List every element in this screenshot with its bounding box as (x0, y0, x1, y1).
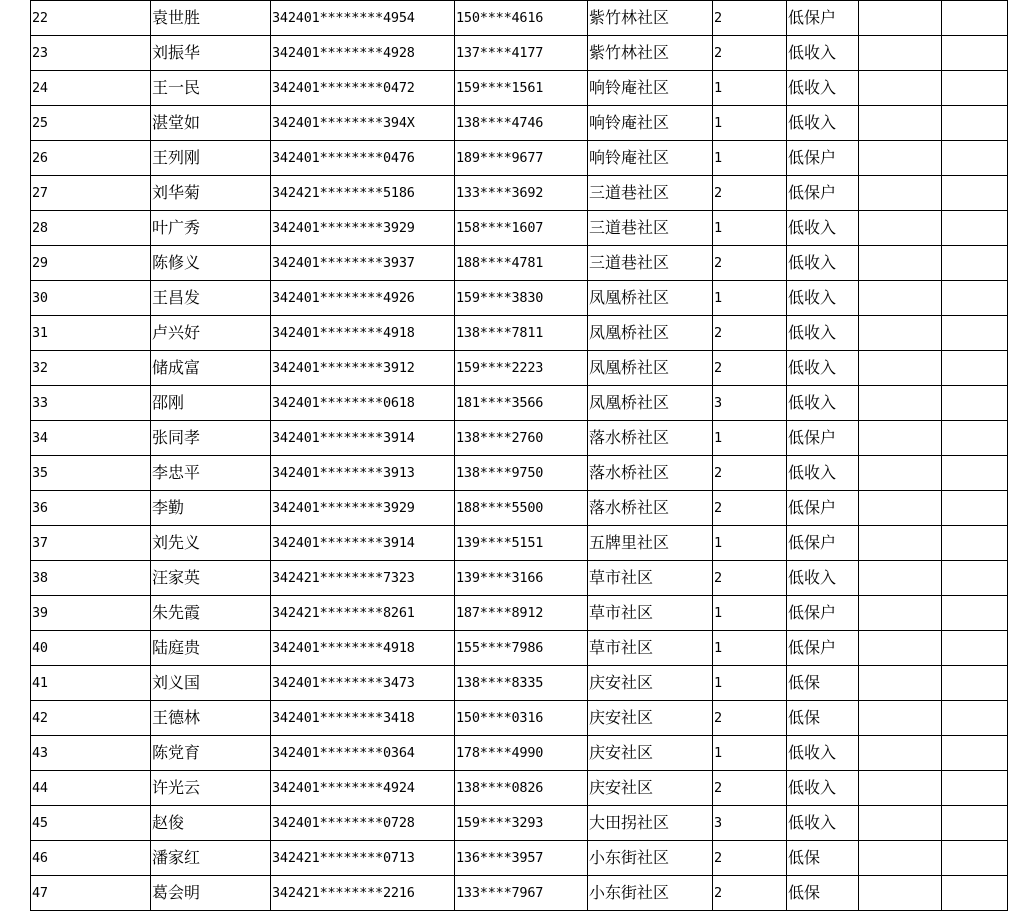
cell-empty (942, 666, 1008, 701)
table-row (31, 36, 1008, 71)
table-row (31, 71, 1008, 106)
table-row (31, 211, 1008, 246)
cell-id-number: 342421********5186 (271, 176, 455, 211)
cell-household-size: 1 (713, 526, 787, 561)
cell-household-size: 1 (713, 631, 787, 666)
cell-name: 袁世胜 (151, 1, 271, 36)
cell-assistance-type: 低保户 (787, 491, 859, 526)
table-row (31, 841, 1008, 876)
table-row (31, 561, 1008, 596)
cell-number: 47 (31, 876, 151, 911)
cell-community: 凤凰桥社区 (588, 386, 713, 421)
cell-name: 陈修义 (151, 246, 271, 281)
cell-empty (859, 106, 942, 141)
cell-assistance-type: 低收入 (787, 736, 859, 771)
cell-id-number: 342401********0364 (271, 736, 455, 771)
cell-community: 小东街社区 (588, 876, 713, 911)
cell-phone: 159****3830 (455, 281, 588, 316)
cell-empty (942, 596, 1008, 631)
cell-household-size: 2 (713, 176, 787, 211)
cell-community: 响铃庵社区 (588, 71, 713, 106)
cell-phone: 138****9750 (455, 456, 588, 491)
cell-empty (859, 491, 942, 526)
cell-assistance-type: 低保户 (787, 421, 859, 456)
cell-household-size: 1 (713, 106, 787, 141)
cell-id-number: 342421********0713 (271, 841, 455, 876)
table-row (31, 386, 1008, 421)
cell-community: 三道巷社区 (588, 246, 713, 281)
cell-id-number: 342421********2216 (271, 876, 455, 911)
cell-phone: 138****7811 (455, 316, 588, 351)
cell-number: 30 (31, 281, 151, 316)
cell-number: 27 (31, 176, 151, 211)
cell-household-size: 2 (713, 771, 787, 806)
cell-phone: 159****1561 (455, 71, 588, 106)
cell-phone: 136****3957 (455, 841, 588, 876)
table-row (31, 806, 1008, 841)
cell-phone: 138****8335 (455, 666, 588, 701)
table-row (31, 596, 1008, 631)
table-row (31, 106, 1008, 141)
cell-community: 草市社区 (588, 596, 713, 631)
cell-empty (942, 71, 1008, 106)
table-row (31, 351, 1008, 386)
cell-empty (859, 771, 942, 806)
cell-name: 葛会明 (151, 876, 271, 911)
cell-empty (859, 386, 942, 421)
cell-phone: 133****7967 (455, 876, 588, 911)
cell-id-number: 342401********3473 (271, 666, 455, 701)
cell-empty (942, 351, 1008, 386)
cell-community: 凤凰桥社区 (588, 281, 713, 316)
cell-id-number: 342401********0476 (271, 141, 455, 176)
cell-household-size: 2 (713, 1, 787, 36)
cell-name: 王昌发 (151, 281, 271, 316)
cell-id-number: 342401********394X (271, 106, 455, 141)
cell-empty (942, 526, 1008, 561)
cell-id-number: 342401********3914 (271, 526, 455, 561)
table-row (31, 456, 1008, 491)
cell-name: 叶广秀 (151, 211, 271, 246)
cell-name: 汪家英 (151, 561, 271, 596)
cell-empty (859, 561, 942, 596)
table-row (31, 281, 1008, 316)
cell-empty (942, 736, 1008, 771)
cell-id-number: 342401********0618 (271, 386, 455, 421)
cell-name: 王一民 (151, 71, 271, 106)
cell-household-size: 1 (713, 421, 787, 456)
cell-phone: 159****2223 (455, 351, 588, 386)
cell-name: 朱先霞 (151, 596, 271, 631)
cell-assistance-type: 低收入 (787, 71, 859, 106)
cell-id-number: 342401********4954 (271, 1, 455, 36)
cell-assistance-type: 低收入 (787, 281, 859, 316)
cell-assistance-type: 低收入 (787, 456, 859, 491)
cell-assistance-type: 低保户 (787, 631, 859, 666)
cell-name: 张同孝 (151, 421, 271, 456)
cell-assistance-type: 低保 (787, 701, 859, 736)
cell-empty (942, 456, 1008, 491)
cell-empty (859, 141, 942, 176)
table-row (31, 876, 1008, 911)
cell-phone: 137****4177 (455, 36, 588, 71)
cell-number: 46 (31, 841, 151, 876)
cell-household-size: 3 (713, 386, 787, 421)
cell-empty (859, 281, 942, 316)
cell-phone: 187****8912 (455, 596, 588, 631)
cell-empty (942, 771, 1008, 806)
cell-id-number: 342401********3912 (271, 351, 455, 386)
cell-number: 42 (31, 701, 151, 736)
cell-assistance-type: 低收入 (787, 771, 859, 806)
cell-empty (859, 351, 942, 386)
cell-empty (859, 736, 942, 771)
cell-number: 35 (31, 456, 151, 491)
cell-number: 39 (31, 596, 151, 631)
cell-community: 三道巷社区 (588, 176, 713, 211)
cell-number: 28 (31, 211, 151, 246)
cell-empty (859, 841, 942, 876)
cell-empty (942, 36, 1008, 71)
cell-phone: 150****0316 (455, 701, 588, 736)
table-body (31, 1, 1008, 911)
table-row (31, 771, 1008, 806)
cell-empty (942, 106, 1008, 141)
cell-empty (859, 36, 942, 71)
cell-empty (942, 246, 1008, 281)
cell-id-number: 342401********0472 (271, 71, 455, 106)
cell-name: 王列刚 (151, 141, 271, 176)
cell-assistance-type: 低保 (787, 841, 859, 876)
cell-name: 刘先义 (151, 526, 271, 561)
table-row (31, 491, 1008, 526)
cell-name: 湛堂如 (151, 106, 271, 141)
cell-community: 凤凰桥社区 (588, 351, 713, 386)
cell-phone: 139****5151 (455, 526, 588, 561)
cell-number: 37 (31, 526, 151, 561)
cell-empty (942, 806, 1008, 841)
cell-empty (859, 71, 942, 106)
cell-id-number: 342401********3929 (271, 491, 455, 526)
cell-community: 落水桥社区 (588, 491, 713, 526)
cell-household-size: 2 (713, 351, 787, 386)
cell-name: 邵刚 (151, 386, 271, 421)
cell-id-number: 342401********4918 (271, 316, 455, 351)
cell-id-number: 342401********0728 (271, 806, 455, 841)
cell-empty (942, 631, 1008, 666)
table-row (31, 631, 1008, 666)
cell-number: 40 (31, 631, 151, 666)
cell-household-size: 1 (713, 666, 787, 701)
cell-id-number: 342421********8261 (271, 596, 455, 631)
cell-id-number: 342401********4918 (271, 631, 455, 666)
table-row (31, 421, 1008, 456)
cell-name: 李忠平 (151, 456, 271, 491)
cell-name: 陈党育 (151, 736, 271, 771)
cell-number: 38 (31, 561, 151, 596)
cell-phone: 181****3566 (455, 386, 588, 421)
cell-assistance-type: 低收入 (787, 36, 859, 71)
cell-id-number: 342401********3418 (271, 701, 455, 736)
cell-phone: 189****9677 (455, 141, 588, 176)
cell-name: 李勤 (151, 491, 271, 526)
cell-community: 紫竹林社区 (588, 36, 713, 71)
cell-phone: 139****3166 (455, 561, 588, 596)
cell-empty (859, 316, 942, 351)
cell-household-size: 2 (713, 561, 787, 596)
cell-assistance-type: 低保 (787, 666, 859, 701)
cell-number: 36 (31, 491, 151, 526)
cell-number: 25 (31, 106, 151, 141)
cell-number: 44 (31, 771, 151, 806)
cell-community: 凤凰桥社区 (588, 316, 713, 351)
cell-phone: 138****2760 (455, 421, 588, 456)
cell-empty (942, 176, 1008, 211)
cell-empty (942, 211, 1008, 246)
cell-name: 王德林 (151, 701, 271, 736)
cell-phone: 159****3293 (455, 806, 588, 841)
cell-empty (859, 806, 942, 841)
cell-id-number: 342401********3929 (271, 211, 455, 246)
cell-community: 小东街社区 (588, 841, 713, 876)
cell-empty (942, 701, 1008, 736)
cell-household-size: 2 (713, 316, 787, 351)
cell-household-size: 2 (713, 36, 787, 71)
table-row (31, 141, 1008, 176)
cell-community: 落水桥社区 (588, 456, 713, 491)
cell-name: 许光云 (151, 771, 271, 806)
cell-id-number: 342401********3937 (271, 246, 455, 281)
cell-community: 草市社区 (588, 631, 713, 666)
cell-household-size: 2 (713, 841, 787, 876)
table-row (31, 701, 1008, 736)
cell-empty (942, 491, 1008, 526)
cell-empty (859, 701, 942, 736)
cell-empty (942, 386, 1008, 421)
cell-number: 26 (31, 141, 151, 176)
cell-phone: 138****4746 (455, 106, 588, 141)
cell-number: 29 (31, 246, 151, 281)
cell-community: 庆安社区 (588, 736, 713, 771)
cell-empty (859, 211, 942, 246)
cell-assistance-type: 低收入 (787, 806, 859, 841)
cell-community: 庆安社区 (588, 701, 713, 736)
cell-assistance-type: 低收入 (787, 316, 859, 351)
cell-community: 三道巷社区 (588, 211, 713, 246)
cell-community: 庆安社区 (588, 771, 713, 806)
cell-id-number: 342401********3913 (271, 456, 455, 491)
cell-household-size: 1 (713, 596, 787, 631)
cell-household-size: 2 (713, 876, 787, 911)
cell-phone: 150****4616 (455, 1, 588, 36)
cell-number: 32 (31, 351, 151, 386)
cell-number: 33 (31, 386, 151, 421)
cell-number: 43 (31, 736, 151, 771)
data-table (30, 0, 1008, 911)
table-row (31, 666, 1008, 701)
cell-community: 落水桥社区 (588, 421, 713, 456)
table-row (31, 736, 1008, 771)
cell-household-size: 2 (713, 701, 787, 736)
cell-community: 响铃庵社区 (588, 141, 713, 176)
cell-assistance-type: 低保 (787, 876, 859, 911)
cell-number: 34 (31, 421, 151, 456)
cell-empty (942, 316, 1008, 351)
cell-number: 31 (31, 316, 151, 351)
cell-empty (859, 456, 942, 491)
cell-number: 22 (31, 1, 151, 36)
cell-id-number: 342401********3914 (271, 421, 455, 456)
cell-id-number: 342421********7323 (271, 561, 455, 596)
cell-id-number: 342401********4928 (271, 36, 455, 71)
cell-community: 庆安社区 (588, 666, 713, 701)
cell-empty (859, 631, 942, 666)
cell-empty (942, 561, 1008, 596)
cell-empty (942, 421, 1008, 456)
cell-assistance-type: 低保户 (787, 1, 859, 36)
cell-phone: 155****7986 (455, 631, 588, 666)
cell-name: 刘义国 (151, 666, 271, 701)
cell-household-size: 2 (713, 456, 787, 491)
cell-empty (942, 841, 1008, 876)
cell-household-size: 1 (713, 141, 787, 176)
cell-assistance-type: 低收入 (787, 211, 859, 246)
cell-assistance-type: 低收入 (787, 561, 859, 596)
cell-household-size: 1 (713, 736, 787, 771)
cell-phone: 158****1607 (455, 211, 588, 246)
cell-assistance-type: 低保户 (787, 141, 859, 176)
table-row (31, 526, 1008, 561)
cell-name: 潘家红 (151, 841, 271, 876)
cell-name: 陆庭贵 (151, 631, 271, 666)
cell-community: 紫竹林社区 (588, 1, 713, 36)
table-row (31, 316, 1008, 351)
cell-empty (859, 246, 942, 281)
cell-community: 草市社区 (588, 561, 713, 596)
cell-empty (859, 666, 942, 701)
table-row (31, 246, 1008, 281)
table-row (31, 1, 1008, 36)
cell-id-number: 342401********4924 (271, 771, 455, 806)
cell-household-size: 3 (713, 806, 787, 841)
cell-household-size: 1 (713, 281, 787, 316)
cell-name: 赵俊 (151, 806, 271, 841)
cell-assistance-type: 低收入 (787, 106, 859, 141)
cell-phone: 178****4990 (455, 736, 588, 771)
cell-empty (942, 876, 1008, 911)
cell-phone: 188****5500 (455, 491, 588, 526)
cell-empty (859, 421, 942, 456)
cell-empty (859, 176, 942, 211)
cell-phone: 138****0826 (455, 771, 588, 806)
cell-assistance-type: 低收入 (787, 386, 859, 421)
cell-household-size: 1 (713, 71, 787, 106)
cell-empty (859, 876, 942, 911)
table-row (31, 176, 1008, 211)
cell-household-size: 2 (713, 491, 787, 526)
cell-household-size: 1 (713, 211, 787, 246)
cell-empty (859, 1, 942, 36)
cell-assistance-type: 低保户 (787, 596, 859, 631)
cell-empty (859, 526, 942, 561)
cell-name: 刘华菊 (151, 176, 271, 211)
cell-phone: 133****3692 (455, 176, 588, 211)
cell-community: 五牌里社区 (588, 526, 713, 561)
cell-number: 23 (31, 36, 151, 71)
cell-empty (942, 1, 1008, 36)
cell-name: 储成富 (151, 351, 271, 386)
cell-assistance-type: 低保户 (787, 176, 859, 211)
cell-number: 41 (31, 666, 151, 701)
cell-empty (942, 281, 1008, 316)
cell-assistance-type: 低保户 (787, 526, 859, 561)
cell-empty (859, 596, 942, 631)
cell-id-number: 342401********4926 (271, 281, 455, 316)
cell-name: 刘振华 (151, 36, 271, 71)
cell-community: 大田拐社区 (588, 806, 713, 841)
cell-name: 卢兴好 (151, 316, 271, 351)
cell-number: 24 (31, 71, 151, 106)
cell-assistance-type: 低收入 (787, 351, 859, 386)
cell-community: 响铃庵社区 (588, 106, 713, 141)
cell-number: 45 (31, 806, 151, 841)
cell-assistance-type: 低收入 (787, 246, 859, 281)
cell-household-size: 2 (713, 246, 787, 281)
cell-empty (942, 141, 1008, 176)
cell-phone: 188****4781 (455, 246, 588, 281)
